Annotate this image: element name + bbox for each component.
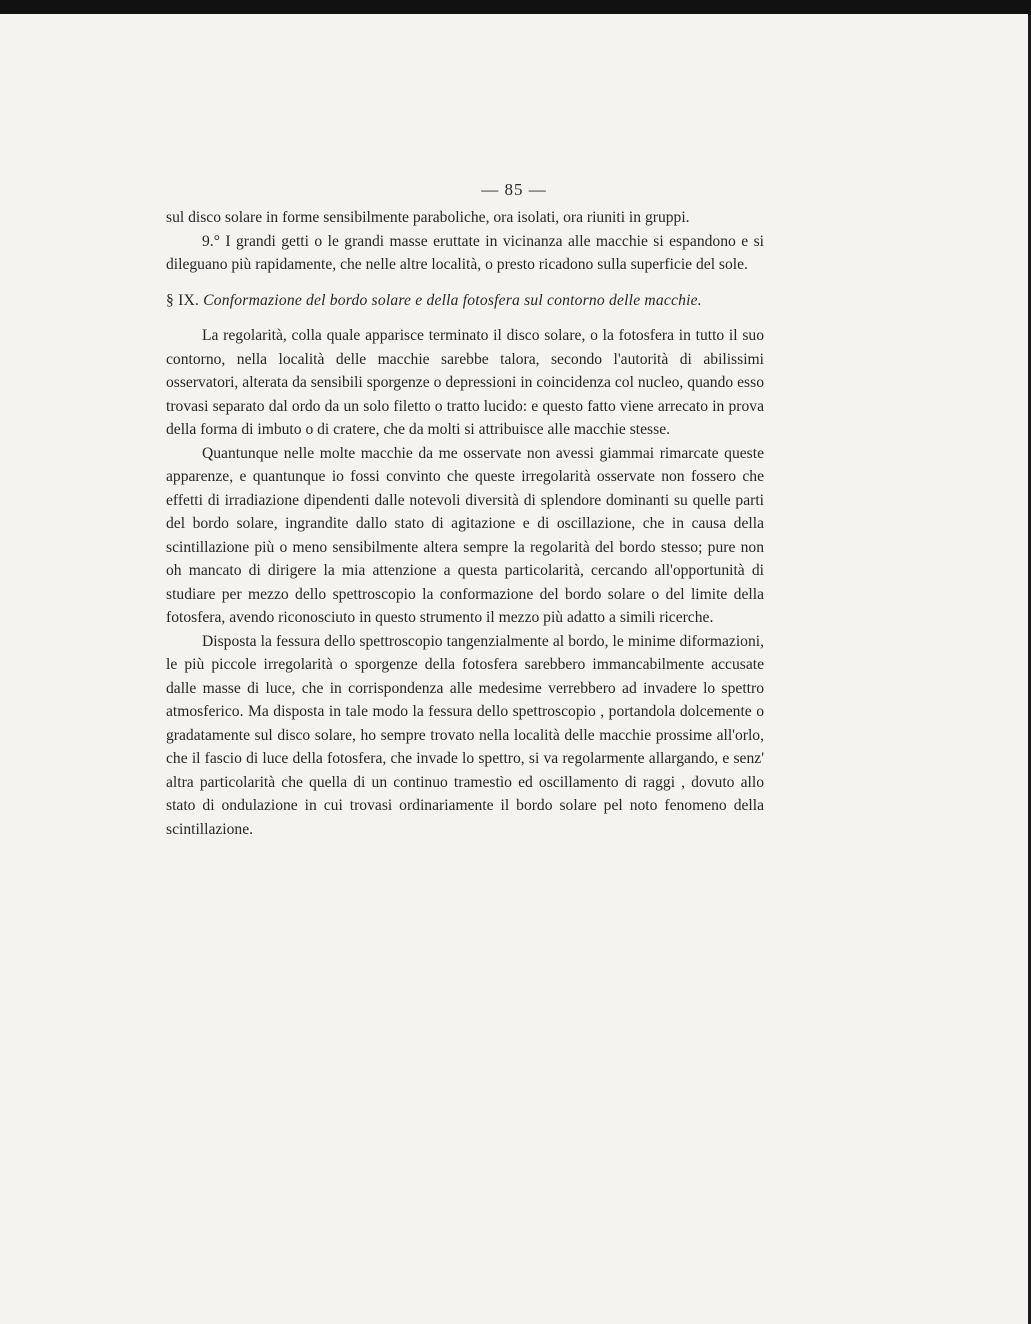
paragraph-1: sul disco solare in forme sensibilmente paraboliche, ora isolati, ora riuniti in gruppi. <box>166 209 690 226</box>
section-heading <box>166 289 764 313</box>
paragraph-5: Disposta la fessura dello spettroscopio tangenzialmente al bordo, le minime diformazioni, le più piccole irregolarità o sporgenze della fotosfera sarebbero immancabilmente accusate dalle masse di luce, che in corrispondenza alle medesime verrebbero ad invadere lo spettro atmosferico. Ma disposta in tale modo la fessura dello spettroscopio , portandola dolcemente o gradatamente sul disco solare, ho sempre trovato nella località delle macchie prossime all'orlo, che il fascio di luce della fotosfera, che invade lo spettro, si va regolarmente allargando, e senz' altra particolarità che quella di un continuo tramestìo ed oscillamento di raggi , dovuto allo stato di ondulazione in cui trovasi ordinariamente il bordo solare pel noto fenomeno della scintillazione. <box>166 632 764 838</box>
section-number: § IX. <box>166 291 200 309</box>
page-body <box>166 206 764 841</box>
section-title: Conformazione del bordo solare e della fotosfera sul contorno delle macchie. <box>203 291 702 309</box>
paragraph-4: Quantunque nelle molte macchie da me osservate non avessi giammai rimarcate queste apparenze, e quantunque io fossi convinto che queste irregolarità osservate non fossero che effetti di irradiazione dipendenti dalle notevoli diversità di splendore dominanti su quelle parti del bordo solare, ingrandite dallo stato di agitazione e di oscillazione, che in causa della scintillazione più o meno sensibilmente altera sempre la regolarità del bordo stesso; pure non oh mancato di dirigere la mia attenzione a questa particolarità, cercando all'opportunità di studiare per mezzo dello spettroscopio la conformazione del bordo solare o del limite della fotosfera, avendo riconosciuto in questo strumento il mezzo più adatto a simili ricerche. <box>166 444 764 626</box>
paragraph-3: La regolarità, colla quale apparisce terminato il disco solare, o la fotosfera in tutto il suo contorno, nella località delle macchie sarebbe talora, secondo l'autorità di abilissimi osservatori, alterata da sensibili sporgenze o depressioni in coincidenza col nucleo, quando esso trovasi separato dal ordo da un solo filetto o tratto lucido: e questo fatto viene arrecato in prova della forma di imbuto o di cratere, che da molti si attribuisce alle macchie stesse. <box>166 327 764 438</box>
page-number: — 85 — <box>481 180 547 199</box>
paragraph-2: 9.° I grandi getti o le grandi masse eruttate in vicinanza alle macchie si espandono e si dileguano più rapidamente, che nelle altre località, o presto ricadono sulla superficie del sole. <box>166 232 764 273</box>
book-page <box>0 14 1028 1324</box>
